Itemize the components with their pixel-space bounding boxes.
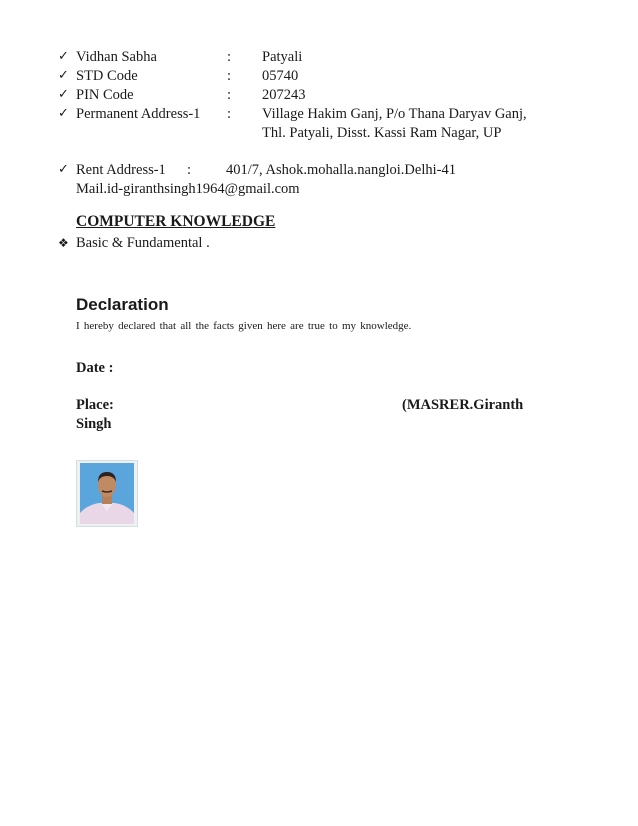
check-icon: ✓: [58, 49, 69, 64]
detail-separator: :: [227, 49, 232, 65]
detail-value-std-code: 05740: [262, 68, 299, 84]
detail-label-pin-code: PIN Code: [76, 87, 134, 103]
detail-separator: :: [227, 68, 232, 84]
detail-label-std-code: STD Code: [76, 68, 138, 84]
detail-label-vidhan-sabha: Vidhan Sabha: [76, 49, 157, 65]
signatory-name-line2: Singh: [76, 416, 112, 432]
passport-photo: [76, 460, 138, 527]
detail-separator: :: [227, 106, 232, 122]
detail-separator: :: [227, 87, 232, 103]
portrait-image: [77, 461, 137, 526]
date-label: Date :: [76, 360, 114, 376]
rent-address-label: Rent Address-1: [76, 162, 166, 178]
check-icon: ✓: [58, 68, 69, 83]
detail-value-pin-code: 207243: [262, 87, 306, 103]
computer-knowledge-item: Basic & Fundamental .: [76, 235, 210, 251]
rent-address-separator: :: [187, 162, 192, 178]
detail-value-permanent-address: Village Hakim Ganj, P/o Thana Daryav Ganj,: [262, 106, 527, 122]
check-icon: ✓: [58, 87, 69, 102]
check-icon: ✓: [58, 162, 69, 177]
diamond-bullet-icon: ❖: [58, 236, 69, 250]
detail-value-vidhan-sabha: Patyali: [262, 49, 303, 65]
declaration-title: Declaration: [76, 295, 169, 314]
signatory-name-line1: (MASRER.Giranth: [402, 397, 524, 413]
rent-address-value: 401/7, Ashok.mohalla.nangloi.Delhi-41: [226, 162, 456, 178]
place-label: Place:: [76, 397, 114, 413]
computer-knowledge-heading: COMPUTER KNOWLEDGE: [76, 213, 276, 230]
check-icon: ✓: [58, 106, 69, 121]
detail-label-permanent-address: Permanent Address-1: [76, 106, 201, 122]
detail-value-permanent-address-line2: Thl. Patyali, Disst. Kassi Ram Nagar, UP: [262, 125, 502, 141]
mail-id: Mail.id-giranthsingh1964@gmail.com: [76, 181, 300, 197]
declaration-text: I hereby declared that all the facts given here are true to my knowledge.: [76, 320, 412, 332]
